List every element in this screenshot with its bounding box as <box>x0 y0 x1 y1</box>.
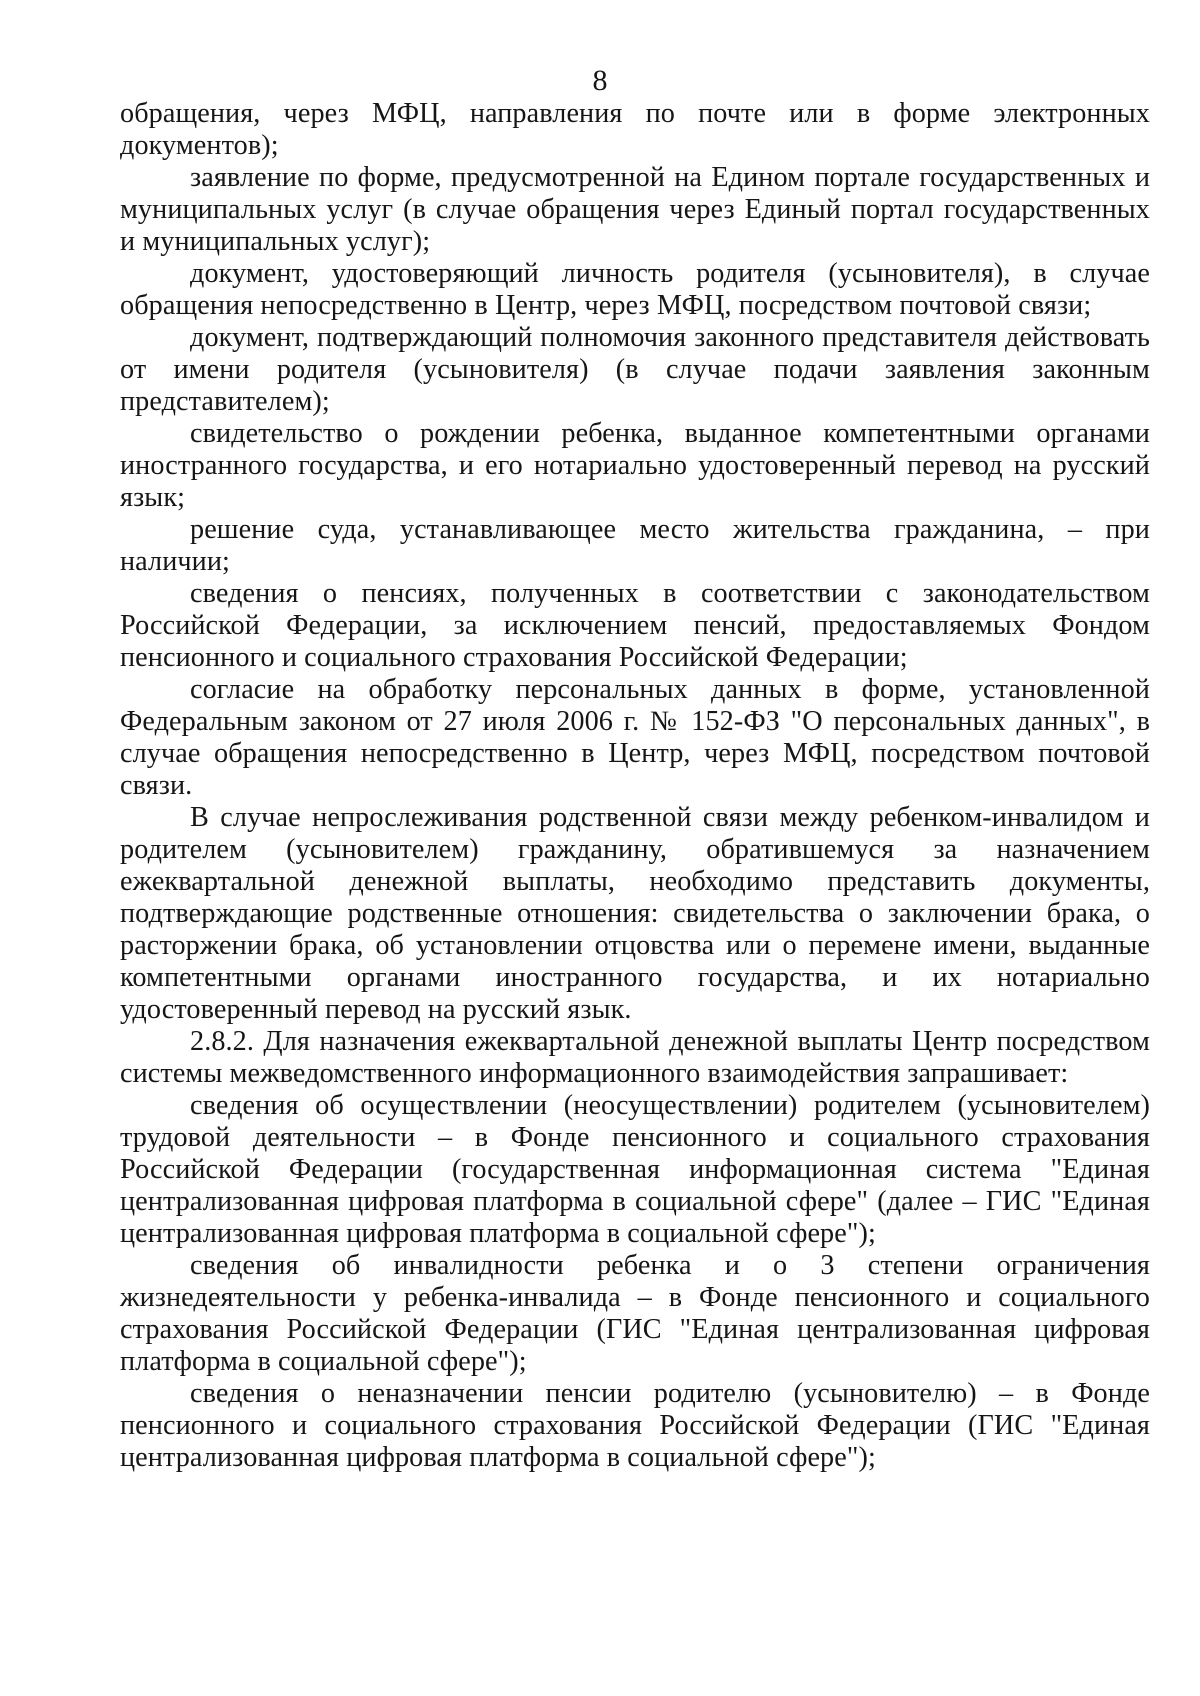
paragraph: согласие на обработку персональных данных в форме, установленной Федеральным законом от 27 июля 2006 г. № 152-ФЗ "О персональных данных", в случае обращения непосредственно в Центр, через МФЦ, посредством почтовой связи. <box>120 674 1150 801</box>
document-body <box>120 98 1150 1474</box>
paragraph: сведения о неназначении пенсии родителю (усыновителю) – в Фонде пенсионного и социального страхования Российской Федерации (ГИС "Единая централизованная цифровая платформа в социальной сфере"); <box>120 1378 1150 1473</box>
paragraph: заявление по форме, предусмотренной на Едином портале государственных и муниципальных услуг (в случае обращения через Единый портал государственных и муниципальных услуг); <box>120 162 1150 257</box>
paragraph: обращения, через МФЦ, направления по почте или в форме электронных документов); <box>120 98 1150 161</box>
paragraph: В случае непрослеживания родственной связи между ребенком-инвалидом и родителем (усыновителем) гражданину, обратившемуся за назначением ежеквартальной денежной выплаты, необходимо представить документы, подтверждающие родственные отношения: свидетельства о заключении брака, о расторжении брака, об установлении отцовства или о перемене имени, выданные компетентными органами иностранного государства, и их нотариально удостоверенный перевод на русский язык. <box>120 802 1150 1025</box>
paragraph: сведения о пенсиях, полученных в соответствии с законодательством Российской Федерации, за исключением пенсий, предоставляемых Фондом пенсионного и социального страхования Российской Федерации; <box>120 578 1150 673</box>
paragraph: решение суда, устанавливающее место жительства гражданина, – при наличии; <box>120 514 1150 577</box>
paragraph: документ, подтверждающий полномочия законного представителя действовать от имени родителя (усыновителя) (в случае подачи заявления законным представителем); <box>120 322 1150 417</box>
paragraph: сведения об осуществлении (неосуществлении) родителем (усыновителем) трудовой деятельности – в Фонде пенсионного и социального страхования Российской Федерации (государственная информационная система "Единая централизованная цифровая платформа в социальной сфере" (далее – ГИС "Единая централизованная цифровая платформа в социальной сфере"); <box>120 1090 1150 1249</box>
paragraph: 2.8.2. Для назначения ежеквартальной денежной выплаты Центр посредством системы межведомственного информационного взаимодействия запрашивает: <box>120 1026 1150 1089</box>
paragraph: свидетельство о рождении ребенка, выданное компетентными органами иностранного государства, и его нотариально удостоверенный перевод на русский язык; <box>120 418 1150 513</box>
paragraph: сведения об инвалидности ребенка и о 3 степени ограничения жизнедеятельности у ребенка-инвалида – в Фонде пенсионного и социального страхования Российской Федерации (ГИС "Единая централизованная цифровая платформа в социальной сфере"); <box>120 1250 1150 1377</box>
page-number: 8 <box>592 64 608 97</box>
paragraph: документ, удостоверяющий личность родителя (усыновителя), в случае обращения непосредственно в Центр, через МФЦ, посредством почтовой связи; <box>120 258 1150 321</box>
